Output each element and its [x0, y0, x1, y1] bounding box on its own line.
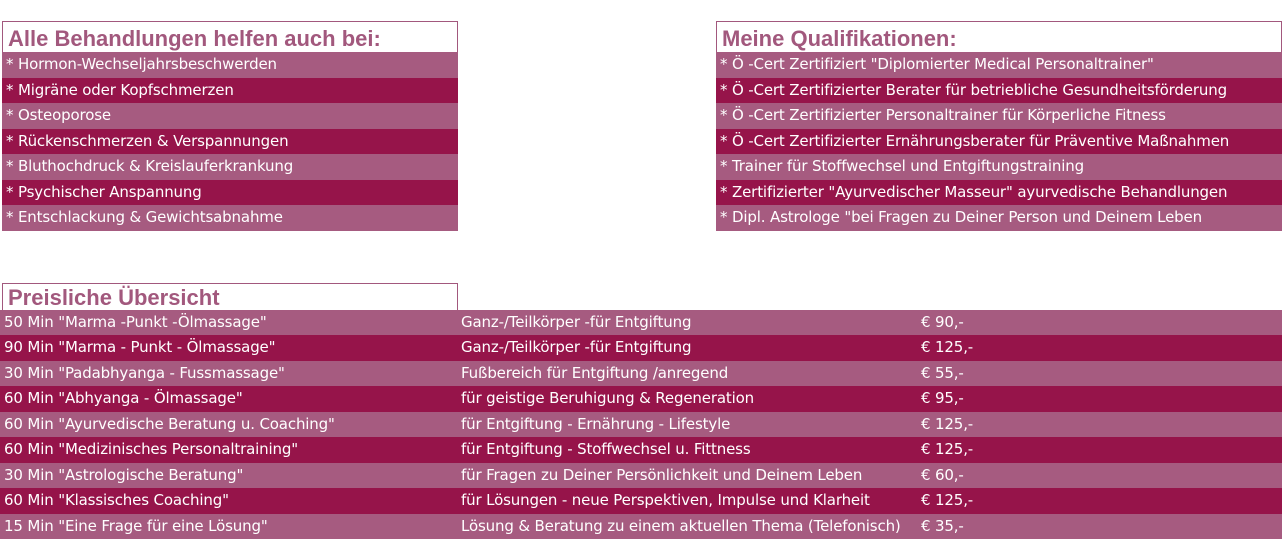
service-description: Lösung & Beratung zu einem aktuellen Thema (Telefonisch)	[461, 514, 901, 539]
price-row	[0, 514, 1282, 539]
service-price: € 125,-	[921, 437, 973, 463]
qualification-item: * Dipl. Astrologe "bei Fragen zu Deiner Person und Deinem Leben	[716, 205, 1282, 231]
price-row	[0, 488, 1282, 514]
service-name: 60 Min "Medizinisches Personaltraining"	[4, 437, 298, 463]
service-description: Ganz-/Teilkörper -für Entgiftung	[461, 335, 691, 361]
treatment-item: * Rückenschmerzen & Verspannungen	[2, 129, 458, 155]
treatment-item: * Psychischer Anspannung	[2, 180, 458, 206]
service-name: 15 Min "Eine Frage für eine Lösung"	[4, 514, 268, 539]
service-description: Ganz-/Teilkörper -für Entgiftung	[461, 310, 691, 336]
treatment-item: * Migräne oder Kopfschmerzen	[2, 78, 458, 104]
service-description: für Entgiftung - Ernährung - Lifestyle	[461, 412, 730, 438]
service-name: 60 Min "Abhyanga - Ölmassage"	[4, 386, 243, 412]
service-price: € 60,-	[921, 463, 964, 489]
qualification-item: * Zertifizierter "Ayurvedischer Masseur" ayurvedische Behandlungen	[716, 180, 1282, 206]
service-price: € 95,-	[921, 386, 964, 412]
price-row	[0, 463, 1282, 489]
price-table	[0, 310, 1282, 539]
service-price: € 125,-	[921, 412, 973, 438]
price-row	[0, 386, 1282, 412]
service-description: für geistige Beruhigung & Regeneration	[461, 386, 754, 412]
service-price: € 125,-	[921, 488, 973, 514]
treatments-section	[2, 21, 458, 231]
service-description: für Entgiftung - Stoffwechsel u. Fittness	[461, 437, 751, 463]
service-description: Fußbereich für Entgiftung /anregend	[461, 361, 728, 387]
price-row	[0, 361, 1282, 387]
price-overview-title: Preisliche Übersicht	[2, 283, 458, 310]
qualifications-title: Meine Qualifikationen:	[716, 21, 1282, 52]
qualification-item: * Ö -Cert Zertifizierter Personaltrainer für Körperliche Fitness	[716, 103, 1282, 129]
price-row	[0, 310, 1282, 336]
service-name: 50 Min "Marma -Punkt -Ölmassage"	[4, 310, 267, 336]
treatments-title: Alle Behandlungen helfen auch bei:	[2, 21, 458, 52]
service-description: für Fragen zu Deiner Persönlichkeit und Deinem Leben	[461, 463, 862, 489]
qualification-item: * Trainer für Stoffwechsel und Entgiftungstraining	[716, 154, 1282, 180]
price-row	[0, 412, 1282, 438]
service-name: 60 Min "Klassisches Coaching"	[4, 488, 229, 514]
qualification-item: * Ö -Cert Zertifizierter Berater für betriebliche Gesundheitsförderung	[716, 78, 1282, 104]
treatment-item: * Hormon-Wechseljahrsbeschwerden	[2, 52, 458, 78]
treatment-item: * Entschlackung & Gewichtsabnahme	[2, 205, 458, 231]
service-price: € 90,-	[921, 310, 964, 336]
price-row	[0, 437, 1282, 463]
service-description: für Lösungen - neue Perspektiven, Impulse und Klarheit	[461, 488, 870, 514]
price-row	[0, 335, 1282, 361]
service-name: 90 Min "Marma - Punkt - Ölmassage"	[4, 335, 275, 361]
qualification-item: * Ö -Cert Zertifizierter Ernährungsberater für Präventive Maßnahmen	[716, 129, 1282, 155]
service-price: € 125,-	[921, 335, 973, 361]
price-overview-header	[2, 283, 458, 310]
service-name: 30 Min "Astrologische Beratung"	[4, 463, 243, 489]
service-name: 30 Min "Padabhyanga - Fussmassage"	[4, 361, 285, 387]
service-name: 60 Min "Ayurvedische Beratung u. Coaching"	[4, 412, 335, 438]
qualification-item: * Ö -Cert Zertifiziert "Diplomierter Medical Personaltrainer"	[716, 52, 1282, 78]
treatment-item: * Osteoporose	[2, 103, 458, 129]
service-price: € 55,-	[921, 361, 964, 387]
qualifications-section	[716, 21, 1282, 231]
treatment-item: * Bluthochdruck & Kreislauferkrankung	[2, 154, 458, 180]
service-price: € 35,-	[921, 514, 964, 539]
